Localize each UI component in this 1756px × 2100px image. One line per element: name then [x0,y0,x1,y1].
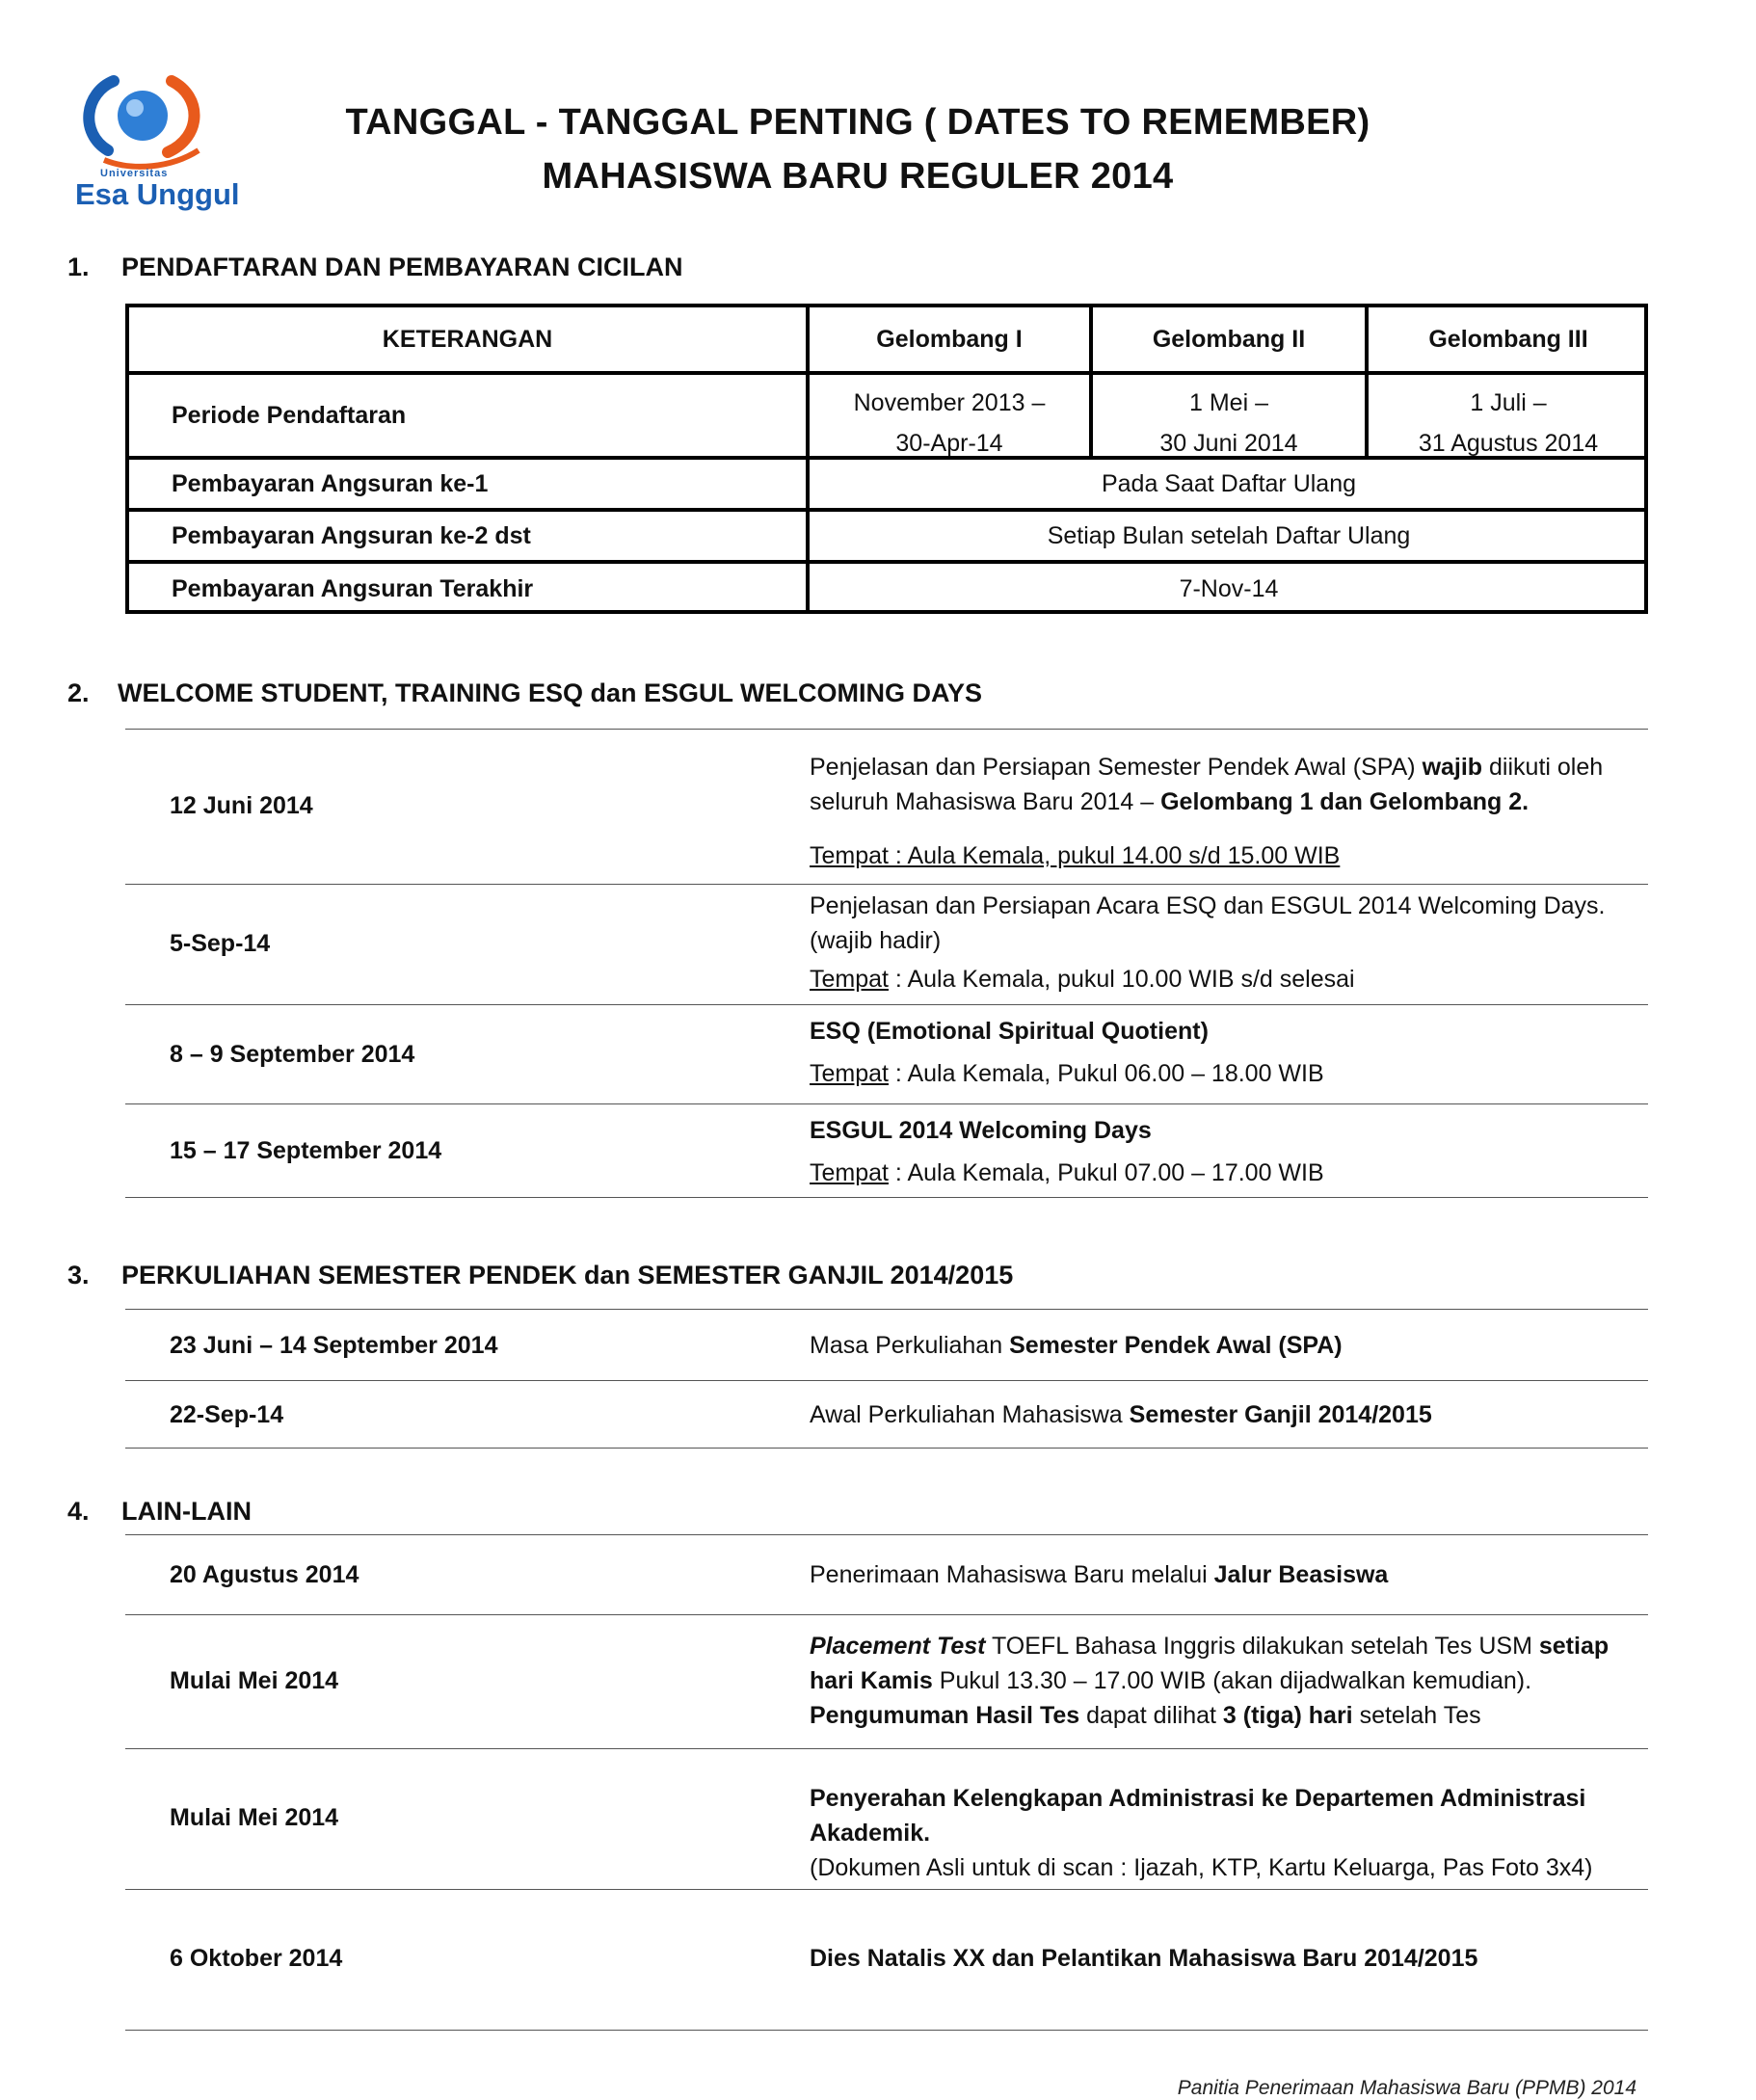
divider [125,1103,1648,1104]
table-cell [1369,375,1648,460]
page-subtitle: MAHASISWA BARU REGULER 2014 [542,156,1174,197]
event-place: Tempat : Aula Kemala, pukul 14.00 s/d 15.00 WIB [810,842,1341,869]
text-run: Penjelasan dan Persiapan Acara ESQ dan ESGUL 2014 Welcoming Days. (wajib hadir) [810,892,1606,954]
text-run-bold: Semester Pendek Awal (SPA) [1009,1332,1343,1359]
event-date: 23 Juni – 14 September 2014 [170,1332,498,1359]
text-run: (Dokumen Asli untuk di scan : Ijazah, KTP, Kartu Keluarga, Pas Foto 3x4) [810,1854,1593,1881]
text-run: Masa Perkuliahan [810,1332,1010,1359]
divider [125,884,1648,885]
event-description [810,1113,1648,1190]
divider [125,729,1648,730]
place-label: Tempat [810,1060,889,1087]
cell-line: November 2013 – [853,389,1046,416]
logo-main-text: Esa Unggul [75,177,240,211]
text-run-bold: Jalur Beasiswa [1213,1561,1389,1588]
event-description [810,1014,1648,1091]
section-number: 2. [67,678,90,707]
text-run: setelah Tes [1352,1702,1481,1729]
place-text: : Aula Kemala, Pukul 06.00 – 18.00 WIB [888,1060,1324,1087]
text-run-bold: wajib [1422,754,1483,781]
row-label: Pembayaran Angsuran ke-2 dst [129,512,810,564]
cell-line: 30 Juni 2014 [1159,430,1298,457]
event-date: 20 Agustus 2014 [170,1561,359,1588]
divider [125,1448,1648,1449]
event-description [810,1557,1648,1592]
event-description [810,1781,1648,1885]
section-number: 3. [67,1261,90,1289]
text-run-bold: setiap hari Kamis [810,1633,1610,1694]
text-run-bold: Dies Natalis XX dan Pelantikan Mahasiswa Baru 2014/2015 [810,1945,1478,1972]
event-date: 6 Oktober 2014 [170,1945,343,1972]
section-number: 1. [67,253,90,281]
divider [125,1534,1648,1535]
section-number: 4. [67,1497,90,1526]
text-run-bold: Penyerahan Kelengkapan Administrasi ke Departemen Administrasi Akademik. [810,1785,1586,1847]
column-header: Gelombang II [1093,307,1369,375]
page-title: TANGGAL - TANGGAL PENTING ( DATES TO REMEMBER) [345,102,1370,143]
event-place [810,1056,1648,1091]
section-title: PERKULIAHAN SEMESTER PENDEK dan SEMESTER GANJIL 2014/2015 [121,1261,1014,1289]
event-description [810,1328,1648,1363]
event-title: ESQ (Emotional Spiritual Quotient) [810,1018,1209,1045]
divider [125,2030,1648,2031]
text-run: dapat dilihat [1079,1702,1223,1729]
column-header: Gelombang III [1369,307,1648,375]
footer-note: Panitia Penerimaan Mahasiswa Baru (PPMB) 2014 [1177,2077,1636,2099]
event-place [810,962,1648,997]
event-date: 15 – 17 September 2014 [170,1137,442,1164]
cell-line: 1 Juli – [1470,389,1547,416]
event-title: ESGUL 2014 Welcoming Days [810,1117,1152,1144]
place-label: Tempat [810,966,889,993]
event-date: 12 Juni 2014 [170,792,313,819]
event-place [810,1156,1648,1190]
text-run-bold: Gelombang 1 dan Gelombang 2. [1160,788,1530,815]
logo-small-text: Universitas [100,168,169,179]
column-header: Gelombang I [810,307,1093,375]
text-run: diikuti oleh seluruh Mahasiswa Baru 2014 – [810,754,1604,815]
text-run: TOEFL Bahasa Inggris dilakukan setelah Tes USM [985,1633,1539,1660]
divider [125,1889,1648,1890]
text-run: Penerimaan Mahasiswa Baru melalui [810,1561,1214,1588]
event-date: 8 – 9 September 2014 [170,1041,415,1068]
event-description [810,750,1648,873]
table-cell: 7-Nov-14 [1179,574,1279,602]
event-description [810,1629,1648,1733]
place-text: : Aula Kemala, Pukul 07.00 – 17.00 WIB [888,1159,1324,1186]
row-label: Pembayaran Angsuran ke-1 [129,460,810,512]
row-label: Periode Pendaftaran [129,375,810,460]
divider [125,1309,1648,1310]
event-description [810,889,1648,997]
section-title: LAIN-LAIN [121,1497,252,1526]
row-label: Pembayaran Angsuran Terakhir [129,564,810,614]
place-text: : Aula Kemala, pukul 10.00 WIB s/d selesai [888,966,1355,993]
section-1-heading [67,253,683,282]
text-run-bold: Pengumuman Hasil Tes [810,1702,1080,1729]
text-run-bold: 3 (tiga) hari [1222,1702,1353,1729]
section-4-heading [67,1497,252,1527]
event-date: Mulai Mei 2014 [170,1667,339,1694]
text-run: Pukul 13.30 – 17.00 WIB (akan dijadwalkan kemudian). [932,1667,1532,1694]
table-cell [810,375,1093,460]
cell-line: 30-Apr-14 [895,430,1003,457]
section-title: WELCOME STUDENT, TRAINING ESQ dan ESGUL WELCOMING DAYS [118,678,983,707]
text-run-italic: Placement Test [810,1633,986,1660]
event-description [810,1397,1648,1432]
text-run: Awal Perkuliahan Mahasiswa [810,1401,1130,1428]
text-run-bold: Semester Ganjil 2014/2015 [1129,1401,1432,1428]
divider [125,1004,1648,1005]
table-cell [1093,375,1369,460]
event-date: 22-Sep-14 [170,1401,284,1428]
registration-table [125,304,1648,614]
divider [125,1748,1648,1749]
divider [125,1614,1648,1615]
table-cell: Setiap Bulan setelah Daftar Ulang [810,512,1648,564]
cell-line: 31 Agustus 2014 [1418,430,1599,457]
section-3-heading [67,1261,1013,1290]
section-title: PENDAFTARAN DAN PEMBAYARAN CICILAN [121,253,683,281]
section-2-heading [67,678,982,708]
text-run: Penjelasan dan Persiapan Semester Pendek Awal (SPA) [810,754,1423,781]
divider [125,1380,1648,1381]
event-date: Mulai Mei 2014 [170,1804,339,1831]
event-description [810,1941,1648,1976]
divider [125,1197,1648,1198]
place-label: Tempat [810,1159,889,1186]
column-header: KETERANGAN [129,307,810,375]
cell-line: 1 Mei – [1189,389,1268,416]
event-date: 5-Sep-14 [170,930,271,957]
table-cell: Pada Saat Daftar Ulang [810,460,1648,512]
